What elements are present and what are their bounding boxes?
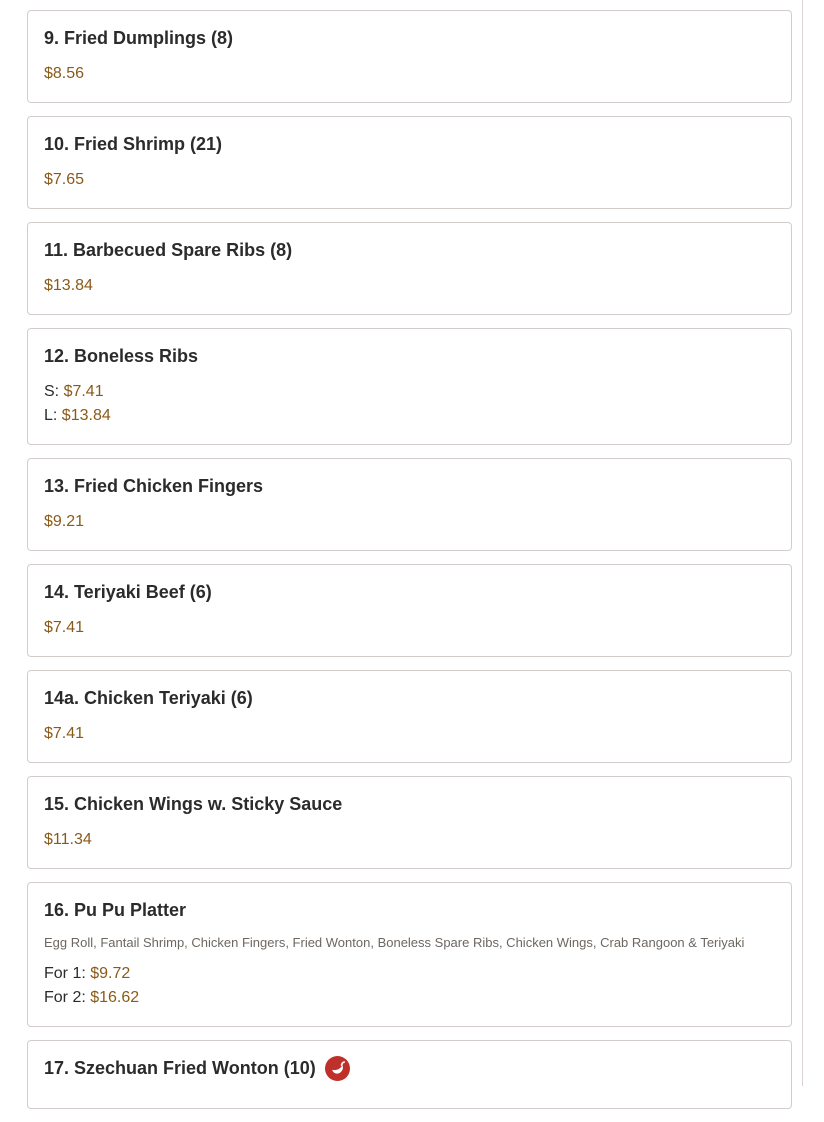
menu-item-price-line xyxy=(44,510,775,534)
menu-item-description: Egg Roll, Fantail Shrimp, Chicken Fingers, Fried Wonton, Boneless Spare Ribs, Chicken Wings, Crab Rangoon & Teriyaki xyxy=(44,935,745,950)
menu-item-title-text: 10. Fried Shrimp (21) xyxy=(44,134,223,154)
menu-item-title xyxy=(44,475,775,497)
menu-item-price-line xyxy=(44,62,775,86)
menu-item-card[interactable] xyxy=(27,776,792,869)
menu-item-prices xyxy=(44,62,775,102)
menu-item-price-line xyxy=(44,616,775,640)
menu-item-title-text: 9. Fried Dumplings (8) xyxy=(44,28,234,48)
menu-item-card[interactable] xyxy=(27,882,792,1027)
menu-item-title xyxy=(44,793,775,815)
menu-item-title xyxy=(44,27,775,49)
menu-item-title-text: 14. Teriyaki Beef (6) xyxy=(44,582,212,602)
menu-item-price: $13.84 xyxy=(61,407,111,424)
hot-pepper-icon xyxy=(325,1056,350,1081)
price-size-label: L: xyxy=(44,407,62,424)
menu-item-price: $13.84 xyxy=(44,277,93,294)
menu-item-card[interactable] xyxy=(27,458,792,551)
price-size-label: For 1: xyxy=(44,965,91,982)
menu-item-prices xyxy=(44,380,775,444)
menu-item-title xyxy=(44,1057,775,1079)
menu-item-card[interactable] xyxy=(27,1040,792,1109)
menu-item-prices xyxy=(44,962,775,1026)
menu-item-prices xyxy=(44,168,775,208)
menu-item-price-line xyxy=(44,274,775,298)
menu-item-price: $7.41 xyxy=(63,383,104,400)
menu-item-price: $11.34 xyxy=(44,831,92,848)
menu-item-prices xyxy=(44,828,775,868)
menu-item-prices xyxy=(44,616,775,656)
menu-item-price: $7.41 xyxy=(44,725,85,742)
menu-item-prices xyxy=(44,1092,775,1108)
menu-item-title-text: 11. Barbecued Spare Ribs (8) xyxy=(44,240,293,260)
menu-item-title-text: 16. Pu Pu Platter xyxy=(44,900,187,920)
menu-item-title xyxy=(44,899,775,921)
menu-item-card[interactable] xyxy=(27,670,792,763)
menu-item-price: $8.56 xyxy=(44,65,85,82)
menu-item-list xyxy=(27,10,792,1122)
menu-item-price: $9.21 xyxy=(44,513,85,530)
menu-item-price: $7.41 xyxy=(44,619,85,636)
menu-item-price: $16.62 xyxy=(90,989,140,1006)
menu-item-title-text: 15. Chicken Wings w. Sticky Sauce xyxy=(44,794,343,814)
menu-item-title xyxy=(44,239,775,261)
menu-item-title xyxy=(44,581,775,603)
price-size-label: For 2: xyxy=(44,989,91,1006)
menu-item-price-line xyxy=(44,404,775,428)
menu-item-price: $9.72 xyxy=(90,965,131,982)
menu-item-title xyxy=(44,687,775,709)
menu-item-price-line xyxy=(44,828,775,852)
price-size-label: S: xyxy=(44,383,64,400)
menu-item-card[interactable] xyxy=(27,10,792,103)
menu-item-title-text: 13. Fried Chicken Fingers xyxy=(44,476,264,496)
menu-item-price-line xyxy=(44,962,775,986)
menu-item-price-line xyxy=(44,986,775,1010)
menu-item-title-text: 14a. Chicken Teriyaki (6) xyxy=(44,688,253,708)
menu-item-price-line xyxy=(44,722,775,746)
menu-item-card[interactable] xyxy=(27,222,792,315)
menu-item-price-line xyxy=(44,168,775,192)
menu-item-card[interactable] xyxy=(27,116,792,209)
menu-item-title-text: 12. Boneless Ribs xyxy=(44,346,199,366)
menu-item-price: $7.65 xyxy=(44,171,85,188)
menu-item-card[interactable] xyxy=(27,564,792,657)
page-divider xyxy=(802,0,803,1086)
menu-item-price-line xyxy=(44,380,775,404)
menu-item-prices xyxy=(44,510,775,550)
menu-item-title xyxy=(44,345,775,367)
menu-item-title-text: 17. Szechuan Fried Wonton (10) xyxy=(44,1058,316,1078)
menu-item-card[interactable] xyxy=(27,328,792,445)
menu-item-prices xyxy=(44,274,775,314)
menu-item-title xyxy=(44,133,775,155)
menu-item-prices xyxy=(44,722,775,762)
